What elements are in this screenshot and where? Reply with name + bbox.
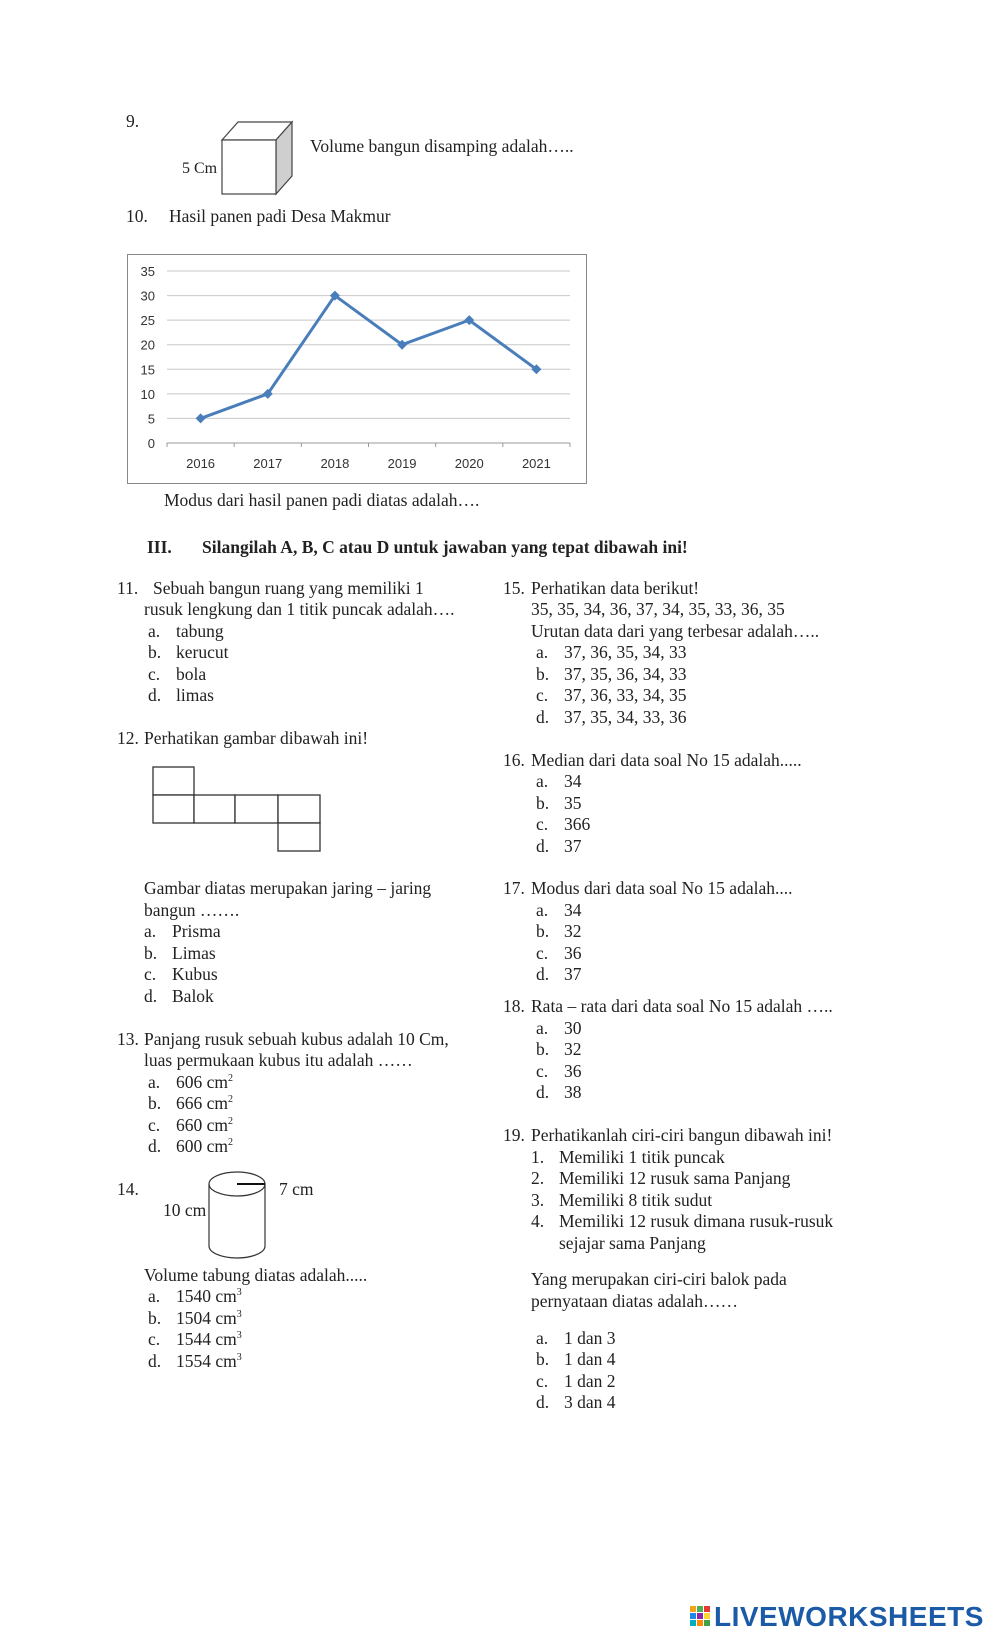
- q11-line2: rusuk lengkung dan 1 titik puncak adalah….: [144, 599, 455, 619]
- q11-option-c[interactable]: c. bola: [148, 664, 207, 684]
- q17-option-b[interactable]: b. 32: [536, 921, 582, 941]
- q14-option-d[interactable]: d. 1554 $cm^3$: [148, 1351, 242, 1371]
- q19-text: Perhatikanlah ciri-ciri bangun dibawah ini!: [531, 1125, 833, 1145]
- q19-prompt-line2: pernyataan diatas adalah……: [531, 1291, 738, 1311]
- q15-line1: Perhatikan data berikut!: [531, 578, 700, 598]
- chart-y-tick-label: 30: [140, 288, 155, 304]
- q16-option-d[interactable]: d. 37: [536, 836, 582, 856]
- q12-option-a[interactable]: a. Prisma: [144, 921, 221, 941]
- q13-option-a[interactable]: a. 606 $cm^2$: [148, 1072, 234, 1092]
- q9-number: 9.: [126, 111, 140, 131]
- q17-option-a[interactable]: a. 34: [536, 900, 582, 920]
- chart-x-tick-label: 2018: [320, 456, 350, 471]
- cube-figure: [218, 118, 298, 198]
- q12-option-b[interactable]: b. Limas: [144, 943, 216, 963]
- q17-option-d[interactable]: d. 37: [536, 964, 582, 984]
- cube-side-label: 5 Cm: [182, 160, 218, 177]
- chart-y-tick-label: 20: [140, 337, 155, 353]
- q13-option-b[interactable]: b. 666 $cm^2$: [148, 1093, 234, 1113]
- q16-number: 16.: [503, 750, 525, 770]
- q13-number: 13.: [117, 1029, 139, 1049]
- harvest-line-chart: [127, 254, 587, 484]
- chart-x-tick-label: 2017: [253, 456, 283, 471]
- cylinder-height-label: 10 cm: [163, 1200, 207, 1220]
- chart-x-tick-label: 2020: [454, 456, 484, 471]
- q10-caption: Modus dari hasil panen padi diatas adalah….: [164, 490, 480, 510]
- liveworksheets-logo[interactable]: LIVEWORKSHEETS: [714, 1601, 984, 1632]
- q17-option-c[interactable]: c. 36: [536, 943, 582, 963]
- q12-text: Perhatikan gambar dibawah ini!: [144, 728, 369, 748]
- liveworksheets-logo-icon: [690, 1606, 712, 1630]
- q10-number: 10.: [126, 206, 148, 226]
- q12-option-d[interactable]: d. Balok: [144, 986, 214, 1006]
- q15-line3: Urutan data dari yang terbesar adalah…..: [531, 621, 820, 641]
- q15-option-d[interactable]: d. 37, 35, 34, 33, 36: [536, 707, 687, 727]
- q18-text: Rata – rata dari data soal No 15 adalah …..: [531, 996, 833, 1016]
- chart-y-tick-label: 15: [140, 362, 155, 378]
- q13-line1: Panjang rusuk sebuah kubus adalah 10 Cm,: [144, 1029, 449, 1049]
- q12-line1: Gambar diatas merupakan jaring – jaring: [144, 878, 432, 898]
- q18-option-a[interactable]: a. 30: [536, 1018, 582, 1038]
- q19-item-3: 3. Memiliki 8 titik sudut: [531, 1190, 713, 1210]
- q12-option-c[interactable]: c. Kubus: [144, 964, 218, 984]
- q18-option-c[interactable]: c. 36: [536, 1061, 582, 1081]
- q15-option-a[interactable]: a. 37, 36, 35, 34, 33: [536, 642, 687, 662]
- q19-number: 19.: [503, 1125, 525, 1145]
- q15-line2: 35, 35, 34, 36, 37, 34, 35, 33, 36, 35: [531, 599, 785, 619]
- q19-item-1: 1. Memiliki 1 titik puncak: [531, 1147, 725, 1167]
- q19-prompt-line1: Yang merupakan ciri-ciri balok pada: [531, 1269, 787, 1289]
- q12-number: 12.: [117, 728, 139, 748]
- chart-x-tick-label: 2019: [387, 456, 417, 471]
- q13-line2: luas permukaan kubus itu adalah ……: [144, 1050, 413, 1070]
- chart-x-tick-label: 2021: [521, 456, 551, 471]
- q19-item-4: 4. Memiliki 12 rusuk dimana rusuk-rusuk: [531, 1211, 834, 1231]
- q14-text: Volume tabung diatas adalah.....: [144, 1265, 368, 1285]
- q18-number: 18.: [503, 996, 525, 1016]
- q14-number: 14.: [117, 1179, 139, 1199]
- q12-line2: bangun …….: [144, 900, 240, 920]
- q16-option-a[interactable]: a. 34: [536, 771, 582, 791]
- q16-option-b[interactable]: b. 35: [536, 793, 582, 813]
- q11-option-b[interactable]: b. kerucut: [148, 642, 229, 662]
- q11-option-a[interactable]: a. tabung: [148, 621, 224, 641]
- q16-option-c[interactable]: c. 366: [536, 814, 591, 834]
- cuboid-net-figure: [150, 764, 325, 854]
- q19-item-2: 2. Memiliki 12 rusuk sama Panjang: [531, 1168, 791, 1188]
- q11-number: 11.: [117, 578, 139, 598]
- cylinder-figure: [205, 1168, 270, 1263]
- q10-title: Hasil panen padi Desa Makmur: [169, 206, 391, 226]
- q18-option-d[interactable]: d. 38: [536, 1082, 582, 1102]
- chart-y-tick-label: 0: [147, 436, 155, 451]
- q17-text: Modus dari data soal No 15 adalah....: [531, 878, 793, 898]
- q16-text: Median dari data soal No 15 adalah.....: [531, 750, 802, 770]
- q19-option-b[interactable]: b. 1 dan 4: [536, 1349, 616, 1369]
- chart-y-tick-label: 5: [147, 411, 155, 427]
- q11-line1: Sebuah bangun ruang yang memiliki 1: [153, 578, 424, 598]
- q19-item-4-cont: sejajar sama Panjang: [559, 1233, 706, 1253]
- q14-option-a[interactable]: a. 1540 $cm^3$: [148, 1286, 242, 1306]
- q19-option-a[interactable]: a. 1 dan 3: [536, 1328, 616, 1348]
- chart-x-tick-label: 2016: [186, 456, 216, 471]
- section-instruction: Silangilah A, B, C atau D untuk jawaban yang tepat dibawah ini!: [202, 537, 688, 557]
- q19-option-d[interactable]: d. 3 dan 4: [536, 1392, 616, 1412]
- q11-option-d[interactable]: d. limas: [148, 685, 214, 705]
- chart-y-tick-label: 35: [140, 264, 155, 279]
- section-number: III.: [147, 537, 172, 557]
- q9-text: Volume bangun disamping adalah…..: [310, 136, 574, 156]
- q15-option-b[interactable]: b. 37, 35, 36, 34, 33: [536, 664, 687, 684]
- q15-number: 15.: [503, 578, 525, 598]
- q18-option-b[interactable]: b. 32: [536, 1039, 582, 1059]
- q14-option-b[interactable]: b. 1504 $cm^3$: [148, 1308, 242, 1328]
- q17-number: 17.: [503, 878, 525, 898]
- cylinder-radius-label: 7 cm: [279, 1179, 314, 1199]
- q19-option-c[interactable]: c. 1 dan 2: [536, 1371, 616, 1391]
- q13-option-d[interactable]: d. 600 $cm^2$: [148, 1136, 234, 1156]
- chart-y-tick-label: 10: [140, 386, 155, 402]
- q14-option-c[interactable]: c. 1544 $cm^3$: [148, 1329, 242, 1349]
- q15-option-c[interactable]: c. 37, 36, 33, 34, 35: [536, 685, 687, 705]
- q13-option-c[interactable]: c. 660 $cm^2$: [148, 1115, 234, 1135]
- chart-y-tick-label: 25: [140, 313, 155, 329]
